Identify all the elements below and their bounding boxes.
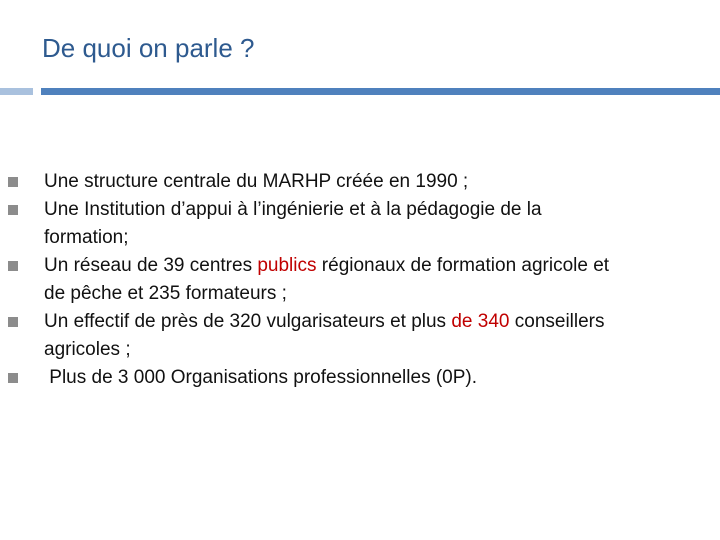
- bullet-item: [0, 168, 720, 196]
- square-bullet-icon: [8, 373, 18, 383]
- bullet-text: régionaux de formation agricole et: [316, 255, 610, 276]
- bullet-list: [0, 168, 720, 392]
- bullet-text: Une Institution d’appui à l’ingénierie et à la pédagogie de la: [44, 199, 542, 220]
- highlighted-text: de 340: [451, 311, 510, 332]
- bullet-text-continued: de pêche et 235 formateurs ;: [44, 283, 287, 304]
- bullet-text-continued: formation;: [44, 227, 129, 248]
- bullet-text-continued: agricoles ;: [44, 339, 131, 360]
- bullet-text: Une structure centrale du MARHP créée en 1990 ;: [44, 171, 469, 192]
- square-bullet-icon: [8, 177, 18, 187]
- title-rule: [41, 88, 720, 95]
- bullet-item: [0, 308, 720, 364]
- square-bullet-icon: [8, 205, 18, 215]
- bullet-text: Un réseau de 39 centres: [44, 255, 258, 276]
- bullet-text: conseillers: [509, 311, 605, 332]
- bullet-text: Un effectif de près de 320 vulgarisateurs et plus: [44, 311, 452, 332]
- title-rule-accent: [0, 88, 33, 95]
- bullet-item: [0, 364, 720, 392]
- square-bullet-icon: [8, 317, 18, 327]
- slide-title: De quoi on parle ?: [42, 33, 255, 63]
- square-bullet-icon: [8, 261, 18, 271]
- bullet-text: Plus de 3 000 Organisations professionnelles (0P).: [44, 367, 478, 388]
- bullet-item: [0, 252, 720, 308]
- bullet-item: [0, 196, 720, 252]
- highlighted-text: publics: [257, 255, 317, 276]
